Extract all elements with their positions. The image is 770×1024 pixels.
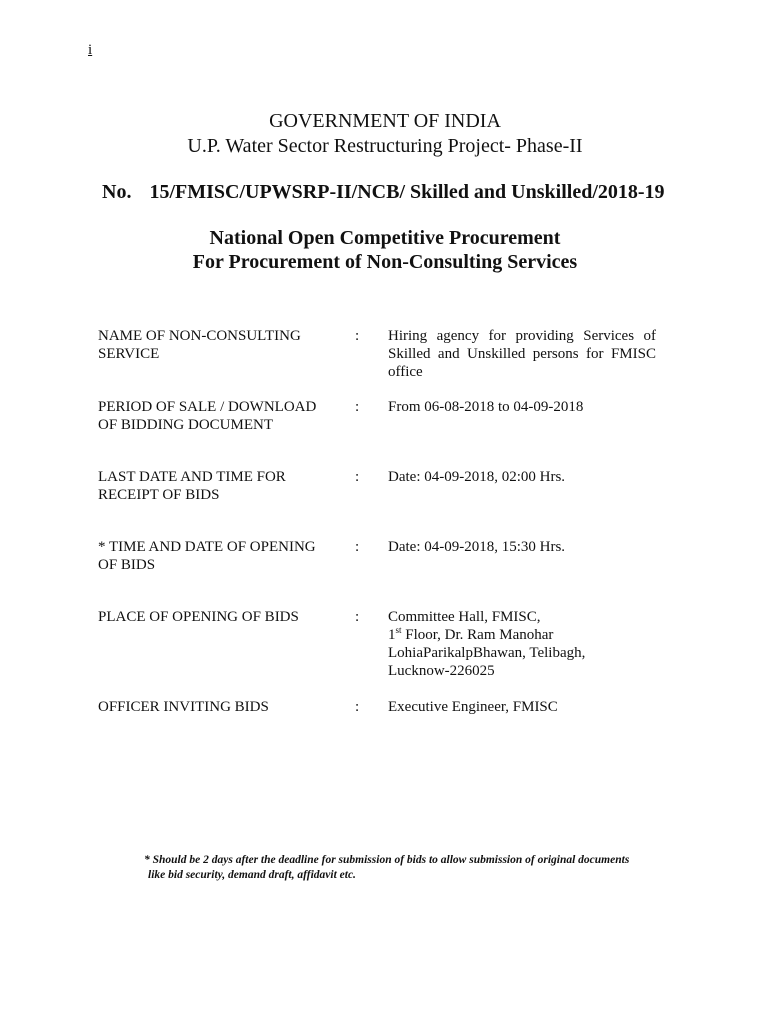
footnote-line-2: like bid security, demand draft, affidavit etc.: [148, 869, 356, 881]
opening-time-label: * TIME AND DATE OF OPENING OF BIDS: [98, 539, 316, 573]
service-label: NAME OF NON-CONSULTING SERVICE: [98, 328, 301, 362]
procurement-subtitle: For Procurement of Non-Consulting Services: [192, 251, 578, 273]
project-title: U.P. Water Sector Restructuring Project- Phase-II: [187, 135, 583, 157]
footnote-line-1: * Should be 2 days after the deadline for submission of bids to allow submission of original documents: [144, 854, 630, 866]
separator-colon: :: [355, 539, 360, 555]
footnote: [144, 853, 684, 883]
officer-label: OFFICER INVITING BIDS: [98, 699, 269, 715]
government-heading: GOVERNMENT OF INDIA: [269, 110, 501, 132]
separator-colon: :: [355, 469, 360, 485]
place-label: PLACE OF OPENING OF BIDS: [98, 609, 299, 625]
separator-colon: :: [355, 609, 360, 625]
period-label: PERIOD OF SALE / DOWNLOAD OF BIDDING DOCUMENT: [98, 399, 317, 433]
officer-value: Executive Engineer, FMISC: [388, 699, 558, 715]
page-number-mark: i: [88, 42, 93, 58]
opening-time-value: Date: 04-09-2018, 15:30 Hrs.: [388, 539, 566, 555]
separator-colon: :: [355, 399, 360, 415]
reference-prefix: No.: [102, 181, 132, 203]
period-value: From 06-08-2018 to 04-09-2018: [388, 399, 584, 415]
reference-number: [102, 181, 665, 204]
separator-colon: :: [355, 328, 360, 344]
reference-value: 15/FMISC/UPWSRP-II/NCB/ Skilled and Unskilled/2018-19: [149, 181, 665, 203]
service-value: Hiring agency for providing Services of Skilled and Unskilled persons for FMISC office: [388, 328, 656, 380]
last-date-label: LAST DATE AND TIME FOR RECEIPT OF BIDS: [98, 469, 286, 503]
place-value: Committee Hall, FMISC, 1st Floor, Dr. Ram Manohar LohiaParikalpBhawan, Telibagh, Lucknow-226025: [388, 609, 586, 679]
separator-colon: :: [355, 699, 360, 715]
last-date-value: Date: 04-09-2018, 02:00 Hrs.: [388, 469, 566, 485]
procurement-title: National Open Competitive Procurement: [209, 227, 561, 249]
